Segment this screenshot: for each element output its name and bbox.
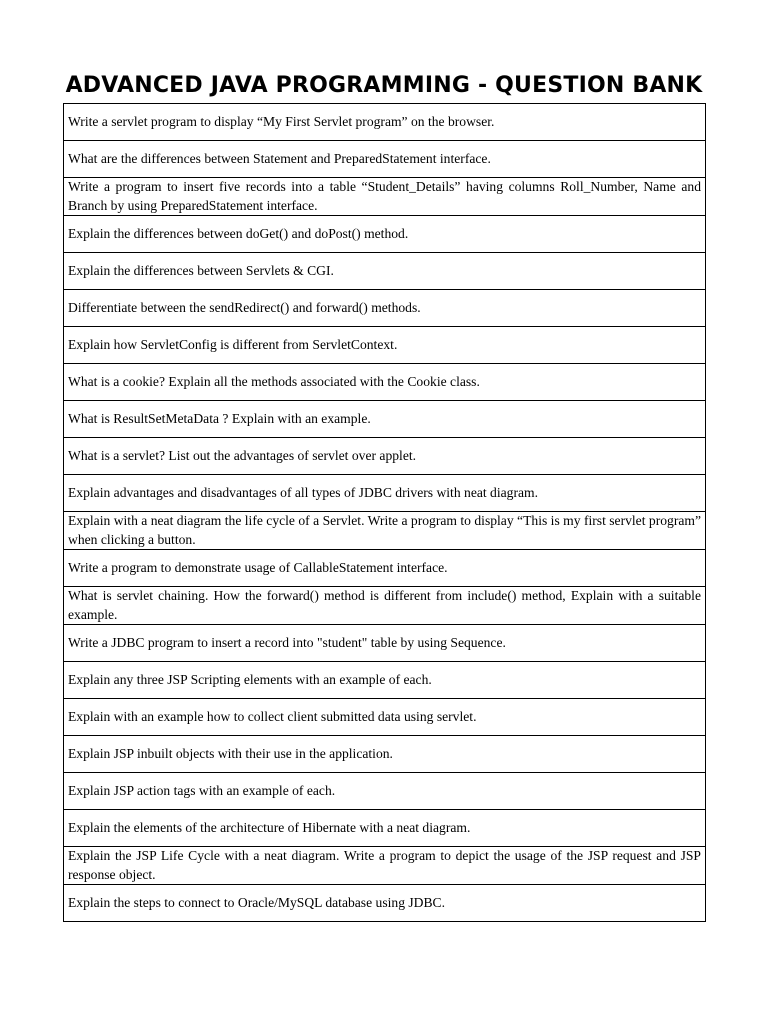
table-row (64, 736, 706, 773)
table-row (64, 475, 706, 512)
question-text: Explain with a neat diagram the life cycle of a Servlet. Write a program to display “This is my first servlet program” when clicking a button. (68, 513, 701, 547)
question-text: Differentiate between the sendRedirect() and forward() methods. (68, 300, 421, 315)
question-cell (64, 736, 706, 773)
question-text: Explain the JSP Life Cycle with a neat diagram. Write a program to depict the usage of the JSP request and JSP response object. (68, 848, 701, 882)
question-table (63, 103, 706, 922)
question-cell (64, 178, 706, 216)
question-cell (64, 587, 706, 625)
question-cell (64, 662, 706, 699)
question-cell (64, 216, 706, 253)
page-title: ADVANCED JAVA PROGRAMMING - QUESTION BANK (65, 73, 703, 98)
question-text: Explain JSP inbuilt objects with their use in the application. (68, 746, 393, 761)
question-text: What is a cookie? Explain all the methods associated with the Cookie class. (68, 374, 480, 389)
question-cell (64, 475, 706, 512)
question-cell (64, 141, 706, 178)
question-text: What are the differences between Statement and PreparedStatement interface. (68, 151, 491, 166)
table-row (64, 699, 706, 736)
table-row (64, 587, 706, 625)
question-cell (64, 810, 706, 847)
table-row (64, 253, 706, 290)
table-row (64, 290, 706, 327)
question-cell (64, 885, 706, 922)
question-text: Explain the steps to connect to Oracle/MySQL database using JDBC. (68, 895, 446, 910)
question-cell (64, 364, 706, 401)
question-text: Write a program to insert five records into a table “Student_Details” having columns Roll_Number, Name and Branch by using PreparedStatement interface. (68, 179, 701, 213)
table-row (64, 847, 706, 885)
table-row (64, 104, 706, 141)
table-row (64, 364, 706, 401)
question-text: Write a JDBC program to insert a record into "student" table by using Sequence. (68, 635, 506, 650)
question-cell (64, 290, 706, 327)
question-text: Explain how ServletConfig is different from ServletContext. (68, 337, 398, 352)
question-cell (64, 438, 706, 475)
question-text: Explain the elements of the architecture of Hibernate with a neat diagram. (68, 820, 471, 835)
question-cell (64, 773, 706, 810)
question-text: Explain advantages and disadvantages of all types of JDBC drivers with neat diagram. (68, 485, 538, 500)
question-text: Explain the differences between Servlets & CGI. (68, 263, 334, 278)
question-text: Explain the differences between doGet() and doPost() method. (68, 226, 409, 241)
table-row (64, 216, 706, 253)
table-row (64, 885, 706, 922)
question-text: What is servlet chaining. How the forward() method is different from include() method, Explain with a suitable example. (68, 588, 701, 622)
table-row (64, 512, 706, 550)
question-cell (64, 699, 706, 736)
table-row (64, 438, 706, 475)
question-text: Write a servlet program to display “My First Servlet program” on the browser. (68, 114, 495, 129)
table-row (64, 178, 706, 216)
question-text: Write a program to demonstrate usage of CallableStatement interface. (68, 560, 448, 575)
question-text: What is ResultSetMetaData ? Explain with an example. (68, 411, 371, 426)
table-row (64, 625, 706, 662)
table-row (64, 773, 706, 810)
question-cell (64, 401, 706, 438)
question-cell (64, 847, 706, 885)
table-row (64, 662, 706, 699)
table-row (64, 550, 706, 587)
table-row (64, 401, 706, 438)
table-row (64, 141, 706, 178)
question-cell (64, 104, 706, 141)
question-cell (64, 253, 706, 290)
question-cell (64, 550, 706, 587)
question-text: What is a servlet? List out the advantages of servlet over applet. (68, 448, 417, 463)
question-cell (64, 327, 706, 364)
question-text: Explain JSP action tags with an example of each. (68, 783, 336, 798)
question-text: Explain with an example how to collect client submitted data using servlet. (68, 709, 477, 724)
question-cell (64, 625, 706, 662)
table-row (64, 327, 706, 364)
question-cell (64, 512, 706, 550)
table-row (64, 810, 706, 847)
question-text: Explain any three JSP Scripting elements with an example of each. (68, 672, 432, 687)
